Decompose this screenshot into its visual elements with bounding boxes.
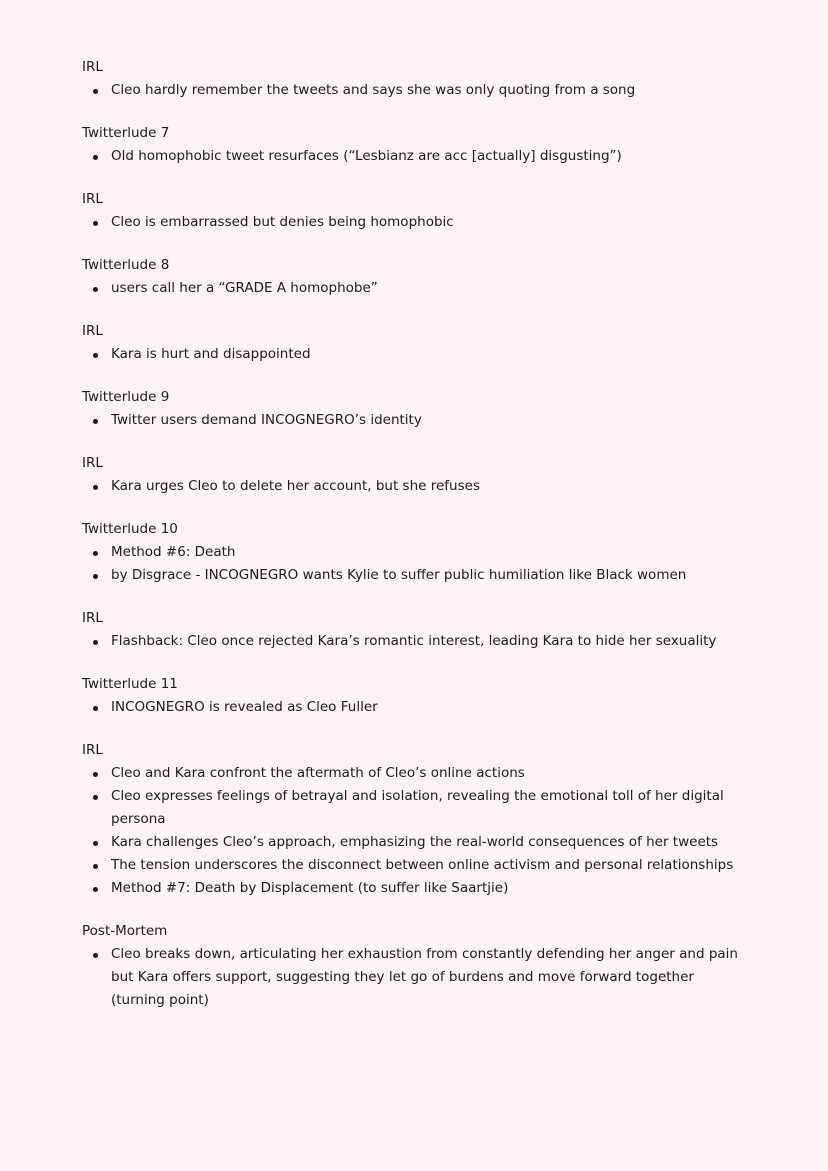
section-heading: Post-Mortem xyxy=(82,923,168,939)
list-item: Cleo is embarrassed but denies being homophobic xyxy=(82,211,752,234)
section-heading: Twitterlude 11 xyxy=(82,676,178,692)
list-item: Old homophobic tweet resurfaces (“Lesbianz are acc [actually] disgusting”) xyxy=(82,145,752,168)
list-item: Kara urges Cleo to delete her account, but she refuses xyxy=(82,475,752,498)
bullet-list xyxy=(82,475,752,498)
section-post-mortem xyxy=(82,920,752,1012)
bullet-list xyxy=(82,943,752,1012)
section-heading: Twitterlude 9 xyxy=(82,389,170,405)
list-item: Cleo breaks down, articulating her exhaustion from constantly defending her anger and pain but Kara offers support, suggesting they let go of burdens and move forward together (turning point) xyxy=(82,943,752,1012)
list-item: Kara is hurt and disappointed xyxy=(82,343,752,366)
list-item: Cleo and Kara confront the aftermath of Cleo’s online actions xyxy=(82,762,752,785)
list-item: Kara challenges Cleo’s approach, emphasizing the real-world consequences of her tweets xyxy=(82,831,752,854)
bullet-list xyxy=(82,541,752,587)
section-twitterlude-10 xyxy=(82,518,752,587)
list-item: The tension underscores the disconnect between online activism and personal relationships xyxy=(82,854,752,877)
list-item: by Disgrace - INCOGNEGRO wants Kylie to suffer public humiliation like Black women xyxy=(82,564,752,587)
section-heading: Twitterlude 8 xyxy=(82,257,170,273)
section-irl-6 xyxy=(82,739,752,900)
bullet-list xyxy=(82,630,752,653)
bullet-list xyxy=(82,762,752,900)
section-heading: IRL xyxy=(82,323,103,339)
bullet-list xyxy=(82,211,752,234)
bullet-list xyxy=(82,145,752,168)
section-irl-3 xyxy=(82,320,752,366)
list-item: Cleo expresses feelings of betrayal and isolation, revealing the emotional toll of her digital persona xyxy=(82,785,752,831)
list-item: Method #7: Death by Displacement (to suffer like Saartjie) xyxy=(82,877,752,900)
document-page xyxy=(82,56,752,1032)
section-twitterlude-7 xyxy=(82,122,752,168)
bullet-list xyxy=(82,409,752,432)
section-irl-4 xyxy=(82,452,752,498)
section-twitterlude-11 xyxy=(82,673,752,719)
list-item: users call her a “GRADE A homophobe” xyxy=(82,277,752,300)
section-irl-1 xyxy=(82,56,752,102)
list-item: Cleo hardly remember the tweets and says she was only quoting from a song xyxy=(82,79,752,102)
bullet-list xyxy=(82,277,752,300)
section-heading: IRL xyxy=(82,191,103,207)
section-twitterlude-8 xyxy=(82,254,752,300)
section-irl-2 xyxy=(82,188,752,234)
section-twitterlude-9 xyxy=(82,386,752,432)
bullet-list xyxy=(82,343,752,366)
section-heading: Twitterlude 7 xyxy=(82,125,170,141)
section-heading: IRL xyxy=(82,59,103,75)
bullet-list xyxy=(82,696,752,719)
section-heading: Twitterlude 10 xyxy=(82,521,178,537)
section-heading: IRL xyxy=(82,455,103,471)
list-item: Flashback: Cleo once rejected Kara’s romantic interest, leading Kara to hide her sexuality xyxy=(82,630,752,653)
list-item: Method #6: Death xyxy=(82,541,752,564)
section-heading: IRL xyxy=(82,610,103,626)
list-item: INCOGNEGRO is revealed as Cleo Fuller xyxy=(82,696,752,719)
bullet-list xyxy=(82,79,752,102)
section-irl-5 xyxy=(82,607,752,653)
list-item: Twitter users demand INCOGNEGRO’s identity xyxy=(82,409,752,432)
section-heading: IRL xyxy=(82,742,103,758)
